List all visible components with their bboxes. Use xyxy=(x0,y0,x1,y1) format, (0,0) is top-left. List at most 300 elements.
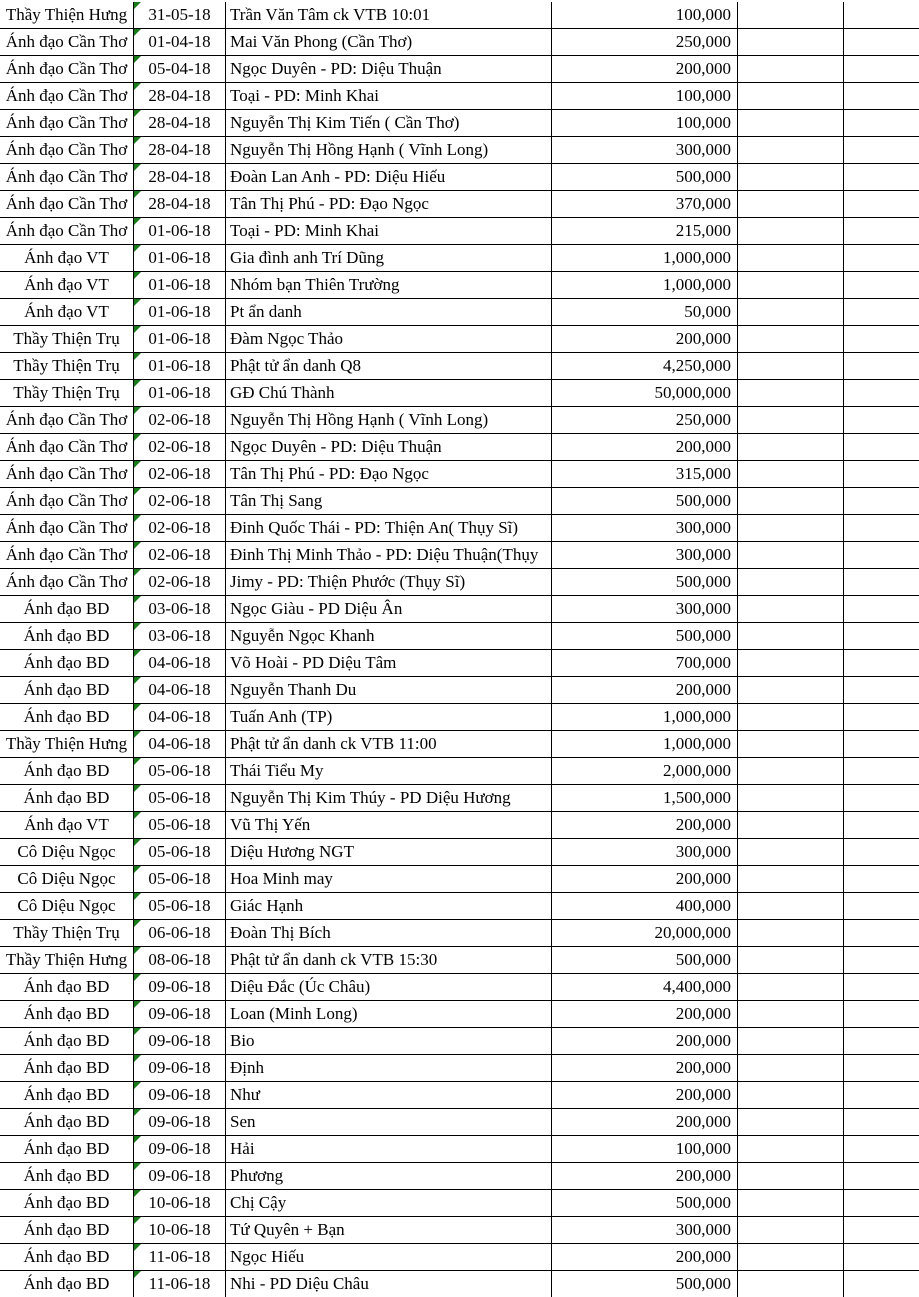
date-cell[interactable]: 02-06-18 xyxy=(134,569,226,595)
donor-name-cell[interactable]: Pt ẩn danh xyxy=(226,299,552,325)
date-cell[interactable]: 11-06-18 xyxy=(134,1244,226,1270)
date-cell[interactable]: 09-06-18 xyxy=(134,1001,226,1027)
empty-cell[interactable] xyxy=(738,1028,844,1054)
amount-cell[interactable]: 200,000 xyxy=(552,1001,738,1027)
source-cell[interactable] xyxy=(0,542,134,568)
source-cell[interactable] xyxy=(0,1271,134,1297)
source-text: Ánh đạo BD xyxy=(23,707,110,726)
donor-name-cell[interactable]: Giác Hạnh xyxy=(226,893,552,919)
empty-cell[interactable] xyxy=(738,1109,844,1135)
amount-cell[interactable]: 200,000 xyxy=(552,1244,738,1270)
empty-cell[interactable] xyxy=(738,1136,844,1162)
cell-indicator-icon xyxy=(134,299,141,306)
amount-cell[interactable]: 4,400,000 xyxy=(552,974,738,1000)
donor-name-cell[interactable]: Đoàn Thị Bích xyxy=(226,920,552,946)
empty-cell[interactable] xyxy=(844,488,919,514)
donor-name-cell[interactable]: Tứ Quyên + Bạn xyxy=(226,1217,552,1243)
empty-cell[interactable] xyxy=(738,272,844,298)
empty-cell[interactable] xyxy=(738,380,844,406)
table-row xyxy=(0,947,919,974)
donor-name-cell[interactable]: Toại - PD: Minh Khai xyxy=(226,218,552,244)
donor-name-cell[interactable]: Võ Hoài - PD Diệu Tâm xyxy=(226,650,552,676)
donor-name-cell[interactable]: Bio xyxy=(226,1028,552,1054)
source-cell[interactable] xyxy=(0,920,134,946)
empty-cell[interactable] xyxy=(844,137,919,163)
amount-cell[interactable]: 200,000 xyxy=(552,1163,738,1189)
date-cell[interactable]: 09-06-18 xyxy=(134,1136,226,1162)
donor-name-cell[interactable]: Ngọc Hiếu xyxy=(226,1244,552,1270)
amount-cell[interactable]: 50,000,000 xyxy=(552,380,738,406)
empty-cell[interactable] xyxy=(844,920,919,946)
donor-name-cell[interactable]: Tuấn Anh (TP) xyxy=(226,704,552,730)
empty-cell[interactable] xyxy=(738,29,844,55)
source-cell[interactable] xyxy=(0,812,134,838)
amount-cell[interactable]: 100,000 xyxy=(552,2,738,28)
donor-name-cell[interactable]: Nhóm bạn Thiên Trường xyxy=(226,272,552,298)
empty-cell[interactable] xyxy=(844,299,919,325)
empty-cell[interactable] xyxy=(738,164,844,190)
donor-name-cell[interactable]: Nhi - PD Diệu Châu xyxy=(226,1271,552,1297)
empty-cell[interactable] xyxy=(844,245,919,271)
date-cell[interactable]: 05-06-18 xyxy=(134,839,226,865)
source-cell[interactable] xyxy=(0,650,134,676)
empty-cell[interactable] xyxy=(738,1190,844,1216)
amount-cell[interactable]: 200,000 xyxy=(552,1055,738,1081)
source-cell[interactable] xyxy=(0,569,134,595)
empty-cell[interactable] xyxy=(738,947,844,973)
amount-cell[interactable]: 200,000 xyxy=(552,434,738,460)
date-cell[interactable]: 31-05-18 xyxy=(134,2,226,28)
amount-cell[interactable]: 500,000 xyxy=(552,488,738,514)
empty-cell[interactable] xyxy=(844,758,919,784)
source-cell[interactable] xyxy=(0,2,134,28)
empty-cell[interactable] xyxy=(844,83,919,109)
empty-cell[interactable] xyxy=(844,29,919,55)
donor-name-cell[interactable]: Định xyxy=(226,1055,552,1081)
source-cell[interactable] xyxy=(0,1109,134,1135)
amount-cell[interactable]: 215,000 xyxy=(552,218,738,244)
date-cell[interactable]: 01-06-18 xyxy=(134,272,226,298)
source-cell[interactable] xyxy=(0,731,134,757)
source-cell[interactable] xyxy=(0,1136,134,1162)
source-cell[interactable] xyxy=(0,164,134,190)
date-cell[interactable]: 03-06-18 xyxy=(134,623,226,649)
date-cell[interactable]: 02-06-18 xyxy=(134,434,226,460)
empty-cell[interactable] xyxy=(844,1136,919,1162)
date-cell[interactable]: 10-06-18 xyxy=(134,1217,226,1243)
empty-cell[interactable] xyxy=(844,569,919,595)
empty-cell[interactable] xyxy=(844,1190,919,1216)
donor-name-cell[interactable]: Đinh Thị Minh Thảo - PD: Diệu Thuận(Thụy xyxy=(226,542,552,568)
source-cell[interactable] xyxy=(0,515,134,541)
empty-cell[interactable] xyxy=(844,434,919,460)
source-cell[interactable] xyxy=(0,1082,134,1108)
empty-cell[interactable] xyxy=(844,704,919,730)
donor-name-cell[interactable]: Trần Văn Tâm ck VTB 10:01 xyxy=(226,2,552,28)
amount-cell[interactable]: 300,000 xyxy=(552,1217,738,1243)
empty-cell[interactable] xyxy=(738,758,844,784)
empty-cell[interactable] xyxy=(738,974,844,1000)
date-cell[interactable]: 02-06-18 xyxy=(134,542,226,568)
empty-cell[interactable] xyxy=(738,623,844,649)
empty-cell[interactable] xyxy=(844,191,919,217)
donor-name-cell[interactable]: Ngọc Duyên - PD: Diệu Thuận xyxy=(226,56,552,82)
source-cell[interactable] xyxy=(0,353,134,379)
empty-cell[interactable] xyxy=(844,650,919,676)
donor-name-cell[interactable]: Chị Cậy xyxy=(226,1190,552,1216)
empty-cell[interactable] xyxy=(738,353,844,379)
donor-name-cell[interactable]: Đàm Ngọc Thảo xyxy=(226,326,552,352)
source-cell[interactable] xyxy=(0,434,134,460)
empty-cell[interactable] xyxy=(844,110,919,136)
empty-cell[interactable] xyxy=(738,596,844,622)
cell-indicator-icon xyxy=(134,515,141,522)
amount-cell[interactable]: 100,000 xyxy=(552,110,738,136)
amount-cell[interactable]: 200,000 xyxy=(552,866,738,892)
empty-cell[interactable] xyxy=(844,2,919,28)
donor-name-cell[interactable]: Toại - PD: Minh Khai xyxy=(226,83,552,109)
amount-cell[interactable]: 500,000 xyxy=(552,164,738,190)
donor-name-cell[interactable]: Ngọc Giàu - PD Diệu Ân xyxy=(226,596,552,622)
empty-cell[interactable] xyxy=(738,83,844,109)
amount-cell[interactable]: 500,000 xyxy=(552,623,738,649)
donor-name-cell[interactable]: Đinh Quốc Thái - PD: Thiện An( Thụy Sĩ) xyxy=(226,515,552,541)
empty-cell[interactable] xyxy=(844,866,919,892)
source-cell[interactable] xyxy=(0,1190,134,1216)
empty-cell[interactable] xyxy=(844,1271,919,1297)
empty-cell[interactable] xyxy=(738,56,844,82)
donor-name-cell[interactable]: Loan (Minh Long) xyxy=(226,1001,552,1027)
amount-cell[interactable]: 1,000,000 xyxy=(552,245,738,271)
empty-cell[interactable] xyxy=(738,515,844,541)
empty-cell[interactable] xyxy=(844,380,919,406)
source-cell[interactable] xyxy=(0,110,134,136)
empty-cell[interactable] xyxy=(738,1001,844,1027)
empty-cell[interactable] xyxy=(844,218,919,244)
empty-cell[interactable] xyxy=(844,407,919,433)
empty-cell[interactable] xyxy=(844,947,919,973)
date-cell[interactable]: 03-06-18 xyxy=(134,596,226,622)
empty-cell[interactable] xyxy=(738,1082,844,1108)
date-cell[interactable]: 28-04-18 xyxy=(134,164,226,190)
amount-cell[interactable]: 300,000 xyxy=(552,137,738,163)
donor-name-cell[interactable]: Nguyễn Thị Hồng Hạnh ( Vĩnh Long) xyxy=(226,407,552,433)
source-cell[interactable] xyxy=(0,461,134,487)
empty-cell[interactable] xyxy=(738,920,844,946)
empty-cell[interactable] xyxy=(844,1082,919,1108)
amount-cell[interactable]: 20,000,000 xyxy=(552,920,738,946)
date-cell[interactable]: 28-04-18 xyxy=(134,191,226,217)
empty-cell[interactable] xyxy=(738,218,844,244)
amount-cell[interactable]: 300,000 xyxy=(552,515,738,541)
donor-name-cell[interactable]: Thái Tiểu My xyxy=(226,758,552,784)
empty-cell[interactable] xyxy=(844,461,919,487)
date-cell[interactable]: 04-06-18 xyxy=(134,731,226,757)
empty-cell[interactable] xyxy=(844,326,919,352)
amount-cell[interactable]: 1,000,000 xyxy=(552,731,738,757)
date-cell[interactable]: 05-06-18 xyxy=(134,893,226,919)
amount-cell[interactable]: 500,000 xyxy=(552,947,738,973)
empty-cell[interactable] xyxy=(738,461,844,487)
amount-cell[interactable]: 200,000 xyxy=(552,677,738,703)
amount-cell[interactable]: 2,000,000 xyxy=(552,758,738,784)
amount-cell[interactable]: 300,000 xyxy=(552,839,738,865)
date-cell[interactable]: 09-06-18 xyxy=(134,1028,226,1054)
empty-cell[interactable] xyxy=(738,677,844,703)
amount-cell[interactable]: 500,000 xyxy=(552,1190,738,1216)
empty-cell[interactable] xyxy=(738,650,844,676)
cell-indicator-icon xyxy=(134,1271,141,1278)
empty-cell[interactable] xyxy=(738,731,844,757)
source-cell[interactable] xyxy=(0,893,134,919)
donor-name-cell[interactable]: Nguyễn Thanh Du xyxy=(226,677,552,703)
donor-name-cell[interactable]: Diệu Đắc (Úc Châu) xyxy=(226,974,552,1000)
empty-cell[interactable] xyxy=(738,407,844,433)
date-cell[interactable]: 04-06-18 xyxy=(134,677,226,703)
donor-name-cell[interactable]: Như xyxy=(226,1082,552,1108)
amount-cell[interactable]: 300,000 xyxy=(552,542,738,568)
date-cell[interactable]: 02-06-18 xyxy=(134,461,226,487)
empty-cell[interactable] xyxy=(738,1271,844,1297)
empty-cell[interactable] xyxy=(844,785,919,811)
source-text: Ánh đạo BD xyxy=(23,977,110,996)
donor-name-cell[interactable]: Sen xyxy=(226,1109,552,1135)
donor-name-cell[interactable]: GĐ Chú Thành xyxy=(226,380,552,406)
donor-name-cell[interactable]: Ngọc Duyên - PD: Diệu Thuận xyxy=(226,434,552,460)
amount-cell[interactable]: 200,000 xyxy=(552,1109,738,1135)
empty-cell[interactable] xyxy=(738,542,844,568)
empty-cell[interactable] xyxy=(844,623,919,649)
empty-cell[interactable] xyxy=(738,2,844,28)
amount-cell[interactable]: 315,000 xyxy=(552,461,738,487)
cell-indicator-icon xyxy=(134,785,141,792)
source-cell[interactable] xyxy=(0,272,134,298)
date-cell[interactable]: 01-06-18 xyxy=(134,218,226,244)
empty-cell[interactable] xyxy=(738,1217,844,1243)
source-cell[interactable] xyxy=(0,56,134,82)
date-cell[interactable]: 09-06-18 xyxy=(134,1163,226,1189)
donor-name-cell[interactable]: Đoàn Lan Anh - PD: Diệu Hiếu xyxy=(226,164,552,190)
empty-cell[interactable] xyxy=(738,299,844,325)
empty-cell[interactable] xyxy=(844,1244,919,1270)
source-cell[interactable] xyxy=(0,758,134,784)
source-cell[interactable] xyxy=(0,596,134,622)
cell-indicator-icon xyxy=(134,650,141,657)
date-cell[interactable]: 04-06-18 xyxy=(134,704,226,730)
amount-cell[interactable]: 200,000 xyxy=(552,812,738,838)
source-cell[interactable] xyxy=(0,1163,134,1189)
empty-cell[interactable] xyxy=(738,434,844,460)
donor-name-cell[interactable]: Tân Thị Sang xyxy=(226,488,552,514)
source-cell[interactable] xyxy=(0,191,134,217)
date-cell[interactable]: 05-06-18 xyxy=(134,866,226,892)
amount-cell[interactable]: 200,000 xyxy=(552,1028,738,1054)
empty-cell[interactable] xyxy=(844,812,919,838)
date-cell[interactable]: 01-04-18 xyxy=(134,29,226,55)
empty-cell[interactable] xyxy=(738,245,844,271)
date-cell[interactable]: 01-06-18 xyxy=(134,380,226,406)
date-cell[interactable]: 05-06-18 xyxy=(134,758,226,784)
source-cell[interactable] xyxy=(0,947,134,973)
empty-cell[interactable] xyxy=(738,191,844,217)
donor-name-cell[interactable]: Mai Văn Phong (Cần Thơ) xyxy=(226,29,552,55)
empty-cell[interactable] xyxy=(738,866,844,892)
source-text: Ánh đạo BD xyxy=(23,626,110,645)
source-cell[interactable] xyxy=(0,245,134,271)
empty-cell[interactable] xyxy=(738,812,844,838)
amount-cell[interactable]: 1,000,000 xyxy=(552,704,738,730)
source-cell[interactable] xyxy=(0,866,134,892)
date-cell[interactable]: 02-06-18 xyxy=(134,407,226,433)
date-cell[interactable]: 04-06-18 xyxy=(134,650,226,676)
empty-cell[interactable] xyxy=(844,542,919,568)
source-cell[interactable] xyxy=(0,326,134,352)
empty-cell[interactable] xyxy=(844,1109,919,1135)
date-cell[interactable]: 09-06-18 xyxy=(134,1109,226,1135)
source-cell[interactable] xyxy=(0,29,134,55)
date-cell[interactable]: 05-04-18 xyxy=(134,56,226,82)
donor-name-cell[interactable]: Hải xyxy=(226,1136,552,1162)
cell-indicator-icon xyxy=(134,56,141,63)
empty-cell[interactable] xyxy=(844,56,919,82)
date-cell[interactable]: 08-06-18 xyxy=(134,947,226,973)
empty-cell[interactable] xyxy=(844,515,919,541)
source-cell[interactable] xyxy=(0,677,134,703)
amount-cell[interactable]: 50,000 xyxy=(552,299,738,325)
amount-cell[interactable]: 300,000 xyxy=(552,596,738,622)
date-cell[interactable]: 02-06-18 xyxy=(134,515,226,541)
date-cell[interactable]: 10-06-18 xyxy=(134,1190,226,1216)
source-cell[interactable] xyxy=(0,488,134,514)
source-cell[interactable] xyxy=(0,299,134,325)
donor-name-cell[interactable]: Phật tử ẩn danh Q8 xyxy=(226,353,552,379)
empty-cell[interactable] xyxy=(844,1055,919,1081)
amount-cell[interactable]: 250,000 xyxy=(552,407,738,433)
empty-cell[interactable] xyxy=(844,839,919,865)
source-cell[interactable] xyxy=(0,1001,134,1027)
date-cell[interactable]: 05-06-18 xyxy=(134,785,226,811)
source-cell[interactable] xyxy=(0,137,134,163)
date-cell[interactable]: 28-04-18 xyxy=(134,110,226,136)
date-cell[interactable]: 01-06-18 xyxy=(134,353,226,379)
donor-name-cell[interactable]: Diệu Hương NGT xyxy=(226,839,552,865)
empty-cell[interactable] xyxy=(738,785,844,811)
date-cell[interactable]: 06-06-18 xyxy=(134,920,226,946)
empty-cell[interactable] xyxy=(844,974,919,1000)
amount-cell[interactable]: 1,000,000 xyxy=(552,272,738,298)
empty-cell[interactable] xyxy=(844,1217,919,1243)
empty-cell[interactable] xyxy=(844,353,919,379)
amount-cell[interactable]: 250,000 xyxy=(552,29,738,55)
date-cell[interactable]: 01-06-18 xyxy=(134,245,226,271)
donor-name-cell[interactable]: Phật tử ẩn danh ck VTB 11:00 xyxy=(226,731,552,757)
empty-cell[interactable] xyxy=(844,893,919,919)
empty-cell[interactable] xyxy=(738,1055,844,1081)
source-cell[interactable] xyxy=(0,839,134,865)
empty-cell[interactable] xyxy=(844,731,919,757)
date-cell[interactable]: 09-06-18 xyxy=(134,1055,226,1081)
empty-cell[interactable] xyxy=(844,677,919,703)
donor-name-cell[interactable]: Nguyễn Thị Hồng Hạnh ( Vĩnh Long) xyxy=(226,137,552,163)
source-cell[interactable] xyxy=(0,83,134,109)
date-cell[interactable]: 28-04-18 xyxy=(134,83,226,109)
empty-cell[interactable] xyxy=(844,272,919,298)
source-cell[interactable] xyxy=(0,380,134,406)
donor-name-cell[interactable]: Nguyễn Thị Kim Thúy - PD Diệu Hương xyxy=(226,785,552,811)
amount-cell[interactable]: 200,000 xyxy=(552,326,738,352)
date-cell[interactable]: 11-06-18 xyxy=(134,1271,226,1297)
amount-cell[interactable]: 200,000 xyxy=(552,56,738,82)
amount-cell[interactable]: 700,000 xyxy=(552,650,738,676)
donor-name-cell[interactable]: Phật tử ẩn danh ck VTB 15:30 xyxy=(226,947,552,973)
source-cell[interactable] xyxy=(0,704,134,730)
source-cell[interactable] xyxy=(0,1244,134,1270)
source-cell[interactable] xyxy=(0,974,134,1000)
donor-name-cell[interactable]: Hoa Minh may xyxy=(226,866,552,892)
empty-cell[interactable] xyxy=(738,110,844,136)
source-cell[interactable] xyxy=(0,623,134,649)
empty-cell[interactable] xyxy=(738,839,844,865)
amount-cell[interactable]: 100,000 xyxy=(552,1136,738,1162)
empty-cell[interactable] xyxy=(844,1028,919,1054)
empty-cell[interactable] xyxy=(738,488,844,514)
source-cell[interactable] xyxy=(0,1217,134,1243)
empty-cell[interactable] xyxy=(738,137,844,163)
source-cell[interactable] xyxy=(0,785,134,811)
empty-cell[interactable] xyxy=(844,164,919,190)
donor-name-cell[interactable]: Gia đình anh Trí Dũng xyxy=(226,245,552,271)
amount-cell[interactable]: 1,500,000 xyxy=(552,785,738,811)
donor-name-cell[interactable]: Vũ Thị Yến xyxy=(226,812,552,838)
amount-cell[interactable]: 200,000 xyxy=(552,1082,738,1108)
amount-cell[interactable]: 500,000 xyxy=(552,1271,738,1297)
source-text: Ánh đạo Cần Thơ xyxy=(5,572,128,591)
date-cell[interactable]: 28-04-18 xyxy=(134,137,226,163)
date-cell[interactable]: 05-06-18 xyxy=(134,812,226,838)
source-cell[interactable] xyxy=(0,1028,134,1054)
date-cell[interactable]: 01-06-18 xyxy=(134,299,226,325)
empty-cell[interactable] xyxy=(738,326,844,352)
empty-cell[interactable] xyxy=(844,1163,919,1189)
empty-cell[interactable] xyxy=(738,1163,844,1189)
amount-cell[interactable]: 400,000 xyxy=(552,893,738,919)
date-cell[interactable]: 01-06-18 xyxy=(134,326,226,352)
amount-cell[interactable]: 500,000 xyxy=(552,569,738,595)
source-cell[interactable] xyxy=(0,1055,134,1081)
amount-cell[interactable]: 100,000 xyxy=(552,83,738,109)
empty-cell[interactable] xyxy=(844,596,919,622)
source-cell[interactable] xyxy=(0,218,134,244)
donor-name-cell[interactable]: Nguyễn Thị Kim Tiến ( Cần Thơ) xyxy=(226,110,552,136)
donor-name-cell[interactable]: Tân Thị Phú - PD: Đạo Ngọc xyxy=(226,461,552,487)
date-cell[interactable]: 02-06-18 xyxy=(134,488,226,514)
empty-cell[interactable] xyxy=(738,569,844,595)
empty-cell[interactable] xyxy=(844,1001,919,1027)
date-cell[interactable]: 09-06-18 xyxy=(134,974,226,1000)
date-cell[interactable]: 09-06-18 xyxy=(134,1082,226,1108)
amount-cell[interactable]: 370,000 xyxy=(552,191,738,217)
source-cell[interactable] xyxy=(0,407,134,433)
donor-name-cell[interactable]: Tân Thị Phú - PD: Đạo Ngọc xyxy=(226,191,552,217)
donor-name-cell[interactable]: Jimy - PD: Thiện Phước (Thụy Sĩ) xyxy=(226,569,552,595)
donor-name-cell[interactable]: Phương xyxy=(226,1163,552,1189)
empty-cell[interactable] xyxy=(738,704,844,730)
empty-cell[interactable] xyxy=(738,893,844,919)
amount-cell[interactable]: 4,250,000 xyxy=(552,353,738,379)
donor-name-cell[interactable]: Nguyễn Ngọc Khanh xyxy=(226,623,552,649)
empty-cell[interactable] xyxy=(738,1244,844,1270)
table-row xyxy=(0,623,919,650)
